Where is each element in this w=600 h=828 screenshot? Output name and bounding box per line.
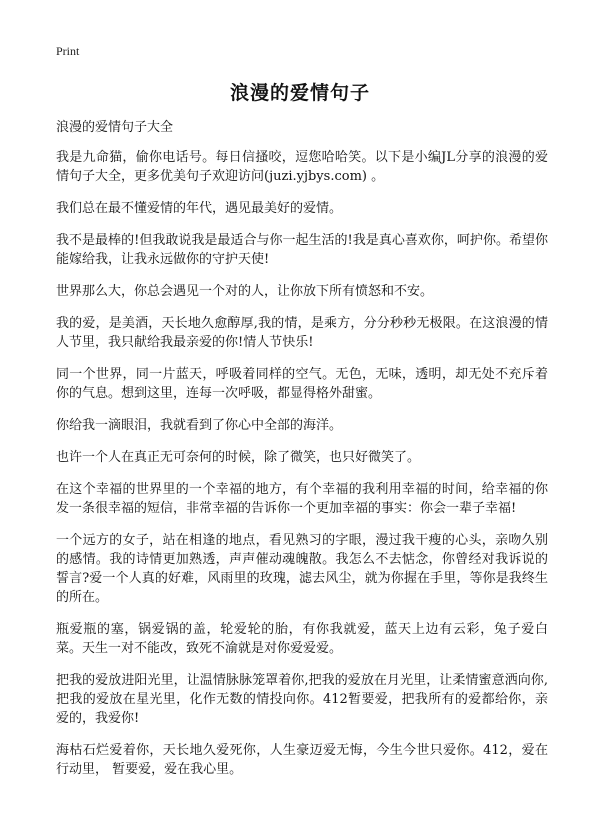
paragraph: 海枯石烂爱着你，天长地久爱死你，人生豪迈爱无悔，今生今世只爱你。412，爱在行动里， 暂要爱，爱在我心里。 xyxy=(56,743,548,777)
paragraph: 我不是最棒的!但我敢说我是最适合与你一起生活的!我是真心喜欢你，呵护你。希望你能嫁给我，让我永远做你的守护天使! xyxy=(56,233,548,267)
paragraph: 瓶爱瓶的塞，锅爱锅的盖，轮爱轮的胎，有你我就爱，蓝天上边有云彩，兔子爱白菜。天生一对不能改，致死不渝就是对你爱爱爱。 xyxy=(56,622,548,656)
paragraph: 我们总在最不懂爱情的年代，遇见最美好的爱情。 xyxy=(56,201,343,216)
paragraph: 在这个幸福的世界里的一个幸福的地方，有个幸福的我利用幸福的时间，给幸福的你发一条很幸福的短信，非常幸福的告诉你一个更加幸福的事实：你会一辈子幸福! xyxy=(56,482,548,516)
paragraph: 我的爱，是美酒，天长地久愈醇厚,我的情，是乘方，分分秒秒无极限。在这浪漫的情人节里，我只献给我最亲爱的你!情人节快乐! xyxy=(56,316,548,350)
paragraph: 一个远方的女子，站在相逢的地点，看见熟习的字眼，漫过我干瘦的心头，亲吻久别的感情。我的诗情更加熟透，声声催动魂魄散。我怎么不去惦念，你曾经对我诉说的誓言?爱一个人真的好难，风雨里的玫瑰，滤去风尘，就为你握在手里，等你是我终生的所在。 xyxy=(56,533,548,605)
paragraph: 你给我一滴眼泪，我就看到了你心中全部的海洋。 xyxy=(56,418,343,433)
print-link[interactable]: Print xyxy=(56,44,80,58)
document-subtitle: 浪漫的爱情句子大全 xyxy=(56,120,174,135)
paragraph: 世界那么大，你总会遇见一个对的人，让你放下所有愤怒和不安。 xyxy=(56,284,434,299)
paragraph: 同一个世界，同一片蓝天，呼吸着同样的空气。无色，无味，透明，却无处不充斥着你的气息。想到这里，连每一次呼吸，都显得格外甜蜜。 xyxy=(56,367,548,401)
paragraph: 也许一个人在真正无可奈何的时候，除了微笑，也只好微笑了。 xyxy=(56,450,421,465)
paragraph: 我是九命猫，偷你电话号。每日信搔咬，逗您哈哈笑。以下是小编JL分享的浪漫的爱情句子大全，更多优美句子欢迎访问(juzi.yjbys.com) 。 xyxy=(56,150,548,184)
paragraph: 把我的爱放进阳光里，让温情脉脉笼罩着你,把我的爱放在月光里，让柔情蜜意洒向你,把我的爱放在星光里，化作无数的情投向你。412暂要爱，把我所有的爱都给你，亲爱的，我爱你! xyxy=(56,673,548,726)
document-title: 浪漫的爱情句子 xyxy=(229,82,370,104)
document-body xyxy=(56,118,548,792)
